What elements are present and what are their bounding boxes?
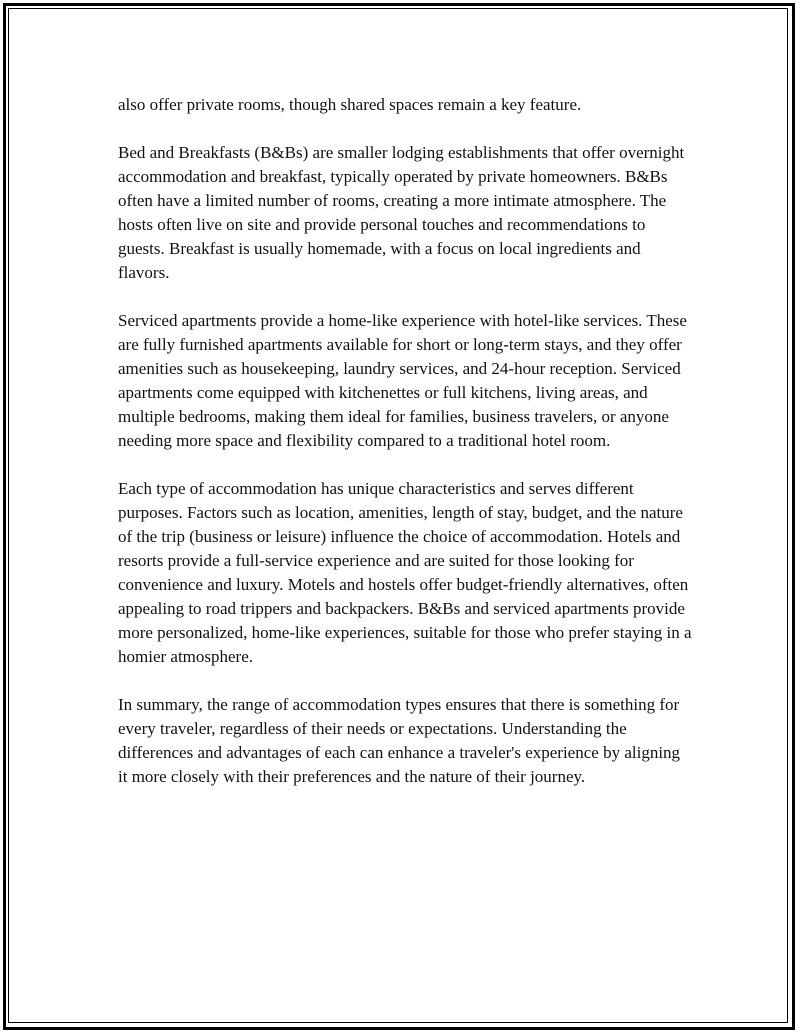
paragraph-shared-spaces: also offer private rooms, though shared spaces remain a key feature.: [118, 95, 582, 114]
paragraph-accommodation-comparison: Each type of accommodation has unique characteristics and serves different purposes. Factors such as location, amenities, length of stay, budget, and the nature of the trip (business or leisure) influence the choice of accommodation. Hotels and resorts provide a full-service experience and are suited for those looking for convenience and luxury. Motels and hostels offer budget-friendly alternatives, often appealing to road trippers and backpackers. B&Bs and serviced apartments provide more personalized, home-like experiences, suitable for those who prefer staying in a homier atmosphere.: [118, 479, 692, 666]
paragraph-bed-and-breakfasts: Bed and Breakfasts (B&Bs) are smaller lodging establishments that offer overnight accommodation and breakfast, typically operated by private homeowners. B&Bs often have a limited number of rooms, creating a more intimate atmosphere. The hosts often live on site and provide personal touches and recommendations to guests. Breakfast is usually homemade, with a focus on local ingredients and flavors.: [118, 143, 685, 282]
paragraph-serviced-apartments: Serviced apartments provide a home-like experience with hotel-like services. These are fully furnished apartments available for short or long-term stays, and they offer amenities such as housekeeping, laundry services, and 24-hour reception. Serviced apartments come equipped with kitchenettes or full kitchens, living areas, and multiple bedrooms, making them ideal for families, business travelers, or anyone needing more space and flexibility compared to a traditional hotel room.: [118, 311, 687, 450]
document-body: [118, 93, 693, 813]
paragraph-summary: In summary, the range of accommodation types ensures that there is something for every traveler, regardless of their needs or expectations. Understanding the differences and advantages of each can enhance a traveler's experience by aligning it more closely with their preferences and the nature of their journey.: [118, 695, 681, 786]
